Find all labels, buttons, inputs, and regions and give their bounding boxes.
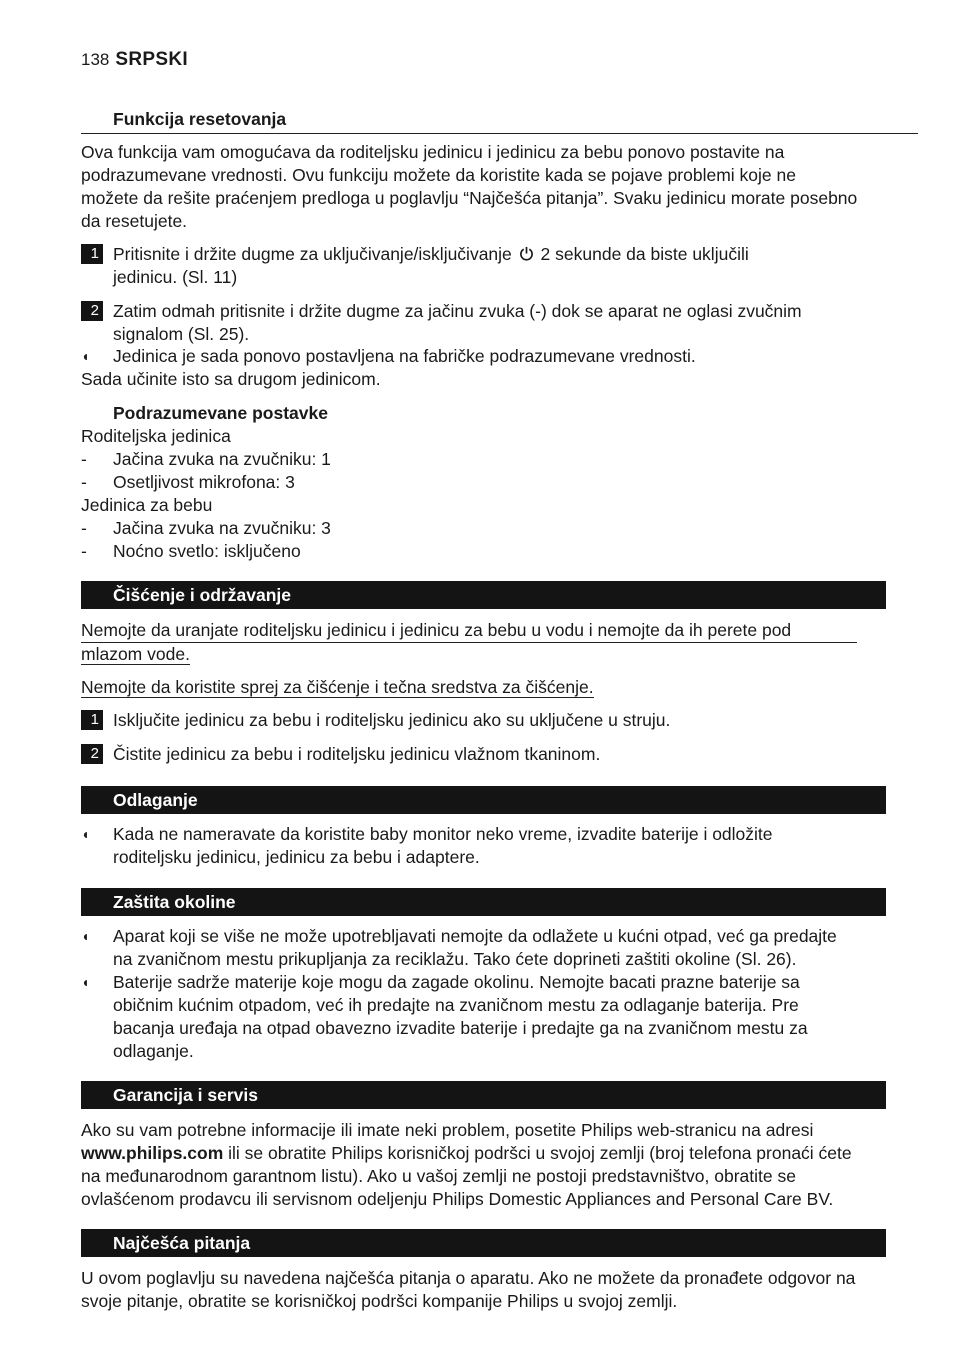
bullet-arrow-icon: ◖ bbox=[81, 974, 90, 990]
guarantee-title: Garancija i servis bbox=[113, 1085, 258, 1105]
list-item-text: Jačina zvuka na zvučniku: 3 bbox=[113, 518, 331, 538]
list-item-text: Jačina zvuka na zvučniku: 1 bbox=[113, 449, 331, 469]
cleaning-warning-1 bbox=[81, 619, 886, 666]
step-number: 1 bbox=[81, 710, 103, 730]
faq-bar bbox=[81, 1229, 886, 1257]
language-label: SRPSKI bbox=[115, 49, 188, 70]
philips-url-link[interactable]: www.philips.com bbox=[81, 1143, 224, 1163]
list-item-text: Noćno svetlo: isključeno bbox=[113, 541, 301, 561]
reset-step-2 bbox=[81, 300, 886, 346]
reset-intro-line: podrazumevane vrednosti. Ovu funkciju možete da koristite kada se pojave problemi koje ne bbox=[81, 165, 796, 185]
step-text: signalom (Sl. 25). bbox=[113, 324, 250, 344]
environment-bullet-1 bbox=[81, 925, 886, 971]
list-item: - Jačina zvuka na zvučniku: 3 bbox=[81, 518, 331, 538]
step-text: 2 sekunde da biste uključili bbox=[540, 244, 749, 264]
reset-intro-line: možete da rešite praćenjem predloga u poglavlju “Najčešća pitanja”. Svaku jedinicu morate posebno bbox=[81, 188, 858, 208]
guarantee-line: na međunarodnom garantnom listu). Ako u vašoj zemlji ne postoji predstavništvo, obratite se bbox=[81, 1166, 796, 1186]
cleaning-warning-2 bbox=[81, 676, 886, 699]
guarantee-text bbox=[81, 1119, 886, 1211]
bullet-text: Jedinica je sada ponovo postavljena na fabričke podrazumevane vrednosti. bbox=[113, 346, 696, 366]
bullet-arrow-icon: ◖ bbox=[81, 928, 90, 944]
bullet-text: roditeljsku jedinicu, jedinicu za bebu i adaptere. bbox=[113, 847, 480, 867]
environment-bar bbox=[81, 888, 886, 916]
cleaning-step-2 bbox=[81, 743, 886, 766]
guarantee-line-text: ili se obratite Philips korisničkoj podršci u svojoj zemlji (broj telefona pronaći ćete bbox=[223, 1143, 852, 1163]
reset-intro bbox=[81, 141, 886, 233]
storage-title: Odlaganje bbox=[113, 790, 198, 810]
bullet-arrow-icon: ◖ bbox=[81, 826, 90, 842]
step-text: Čistite jedinicu za bebu i roditeljsku jedinicu vlažnom tkaninom. bbox=[113, 744, 601, 764]
guarantee-line: Ako su vam potrebne informacije ili imate neki problem, posetite Philips web-stranicu na adresi bbox=[81, 1120, 814, 1140]
defaults-list bbox=[81, 425, 886, 563]
step-text: jedinicu. (Sl. 11) bbox=[113, 267, 238, 287]
page-number: 138 bbox=[81, 50, 110, 69]
bullet-text: običnim kućnim otpadom, već ih predajte na zvaničnom mestu za odlaganje baterija. Pre bbox=[113, 995, 799, 1015]
warning-text: mlazom vode. bbox=[81, 644, 190, 664]
bullet-text: Baterije sadrže materije koje mogu da zagade okolinu. Nemojte bacati prazne baterije sa bbox=[113, 972, 800, 992]
bullet-text: odlaganje. bbox=[113, 1041, 194, 1061]
bullet-text: bacanja uređaja na otpad obavezno izvadite baterije i predajte ga na zvaničnom mestu za bbox=[113, 1018, 808, 1038]
warning-text: Nemojte da koristite sprej za čišćenje i tečna sredstva za čišćenje. bbox=[81, 677, 594, 697]
faq-line: svoje pitanje, obratite se korisničkoj podršci kompanije Philips u svojoj zemlji. bbox=[81, 1291, 678, 1311]
step-text: Zatim odmah pritisnite i držite dugme za jačinu zvuka (-) dok se aparat ne oglasi zvučnim bbox=[113, 301, 802, 321]
faq-line: U ovom poglavlju su navedena najčešća pitanja o aparatu. Ako ne možete da pronađete odgovor na bbox=[81, 1268, 856, 1288]
step-text: Pritisnite i držite dugme za uključivanje/isključivanje bbox=[113, 244, 512, 264]
bullet-text: na zvaničnom mestu prikupljanja za reciklažu. Tako ćete doprineti zaštiti okoline (Sl. 26). bbox=[113, 949, 797, 969]
list-item: - Jačina zvuka na zvučniku: 1 bbox=[81, 449, 331, 469]
reset-heading bbox=[81, 108, 918, 134]
baby-unit-label: Jedinica za bebu bbox=[81, 495, 213, 515]
reset-title: Funkcija resetovanja bbox=[113, 109, 287, 129]
cleaning-step-1 bbox=[81, 709, 886, 732]
cleaning-bar bbox=[81, 581, 886, 609]
list-item: - Noćno svetlo: isključeno bbox=[81, 541, 301, 561]
step-text: Isključite jedinicu za bebu i roditeljsku jedinicu ako su uključene u struju. bbox=[113, 710, 671, 730]
step-number: 2 bbox=[81, 744, 103, 764]
bullet-text: Kada ne nameravate da koristite baby monitor neko vreme, izvadite baterije i odložite bbox=[113, 824, 773, 844]
reset-after: Sada učinite isto sa drugom jedinicom. bbox=[81, 369, 381, 389]
list-item-text: Osetljivost mikrofona: 3 bbox=[113, 472, 295, 492]
guarantee-line bbox=[81, 1142, 886, 1165]
environment-title: Zaštita okoline bbox=[113, 892, 236, 912]
faq-text bbox=[81, 1267, 886, 1313]
reset-intro-line: da resetujete. bbox=[81, 211, 188, 231]
storage-bullet bbox=[81, 823, 886, 869]
cleaning-title: Čišćenje i održavanje bbox=[113, 585, 291, 605]
reset-intro-line: Ova funkcija vam omogućava da roditeljsku jedinicu i jedinicu za bebu ponovo postavite na bbox=[81, 142, 785, 162]
storage-bar bbox=[81, 786, 886, 814]
page-header bbox=[81, 48, 886, 74]
warning-text: Nemojte da uranjate roditeljsku jedinicu i jedinicu za bebu u vodu i nemojte da ih perete pod bbox=[81, 619, 857, 643]
guarantee-line: ovlašćenom prodavcu ili servisnom odeljenju Philips Domestic Appliances and Personal Care BV. bbox=[81, 1189, 834, 1209]
guarantee-bar bbox=[81, 1081, 886, 1109]
bullet-arrow-icon: ◖ bbox=[81, 348, 90, 364]
step-number: 2 bbox=[81, 301, 103, 321]
list-item: - Osetljivost mikrofona: 3 bbox=[81, 472, 295, 492]
parent-unit-label: Roditeljska jedinica bbox=[81, 426, 231, 446]
reset-bullet bbox=[81, 345, 886, 368]
power-icon bbox=[519, 246, 534, 261]
reset-step-1 bbox=[81, 243, 886, 289]
environment-bullet-2 bbox=[81, 971, 886, 1063]
faq-title: Najčešća pitanja bbox=[113, 1233, 251, 1253]
step-number: 1 bbox=[81, 244, 103, 264]
bullet-text: Aparat koji se više ne može upotrebljavati nemojte da odlažete u kućni otpad, već ga predajte bbox=[113, 926, 837, 946]
defaults-heading: Podrazumevane postavke bbox=[113, 403, 328, 423]
